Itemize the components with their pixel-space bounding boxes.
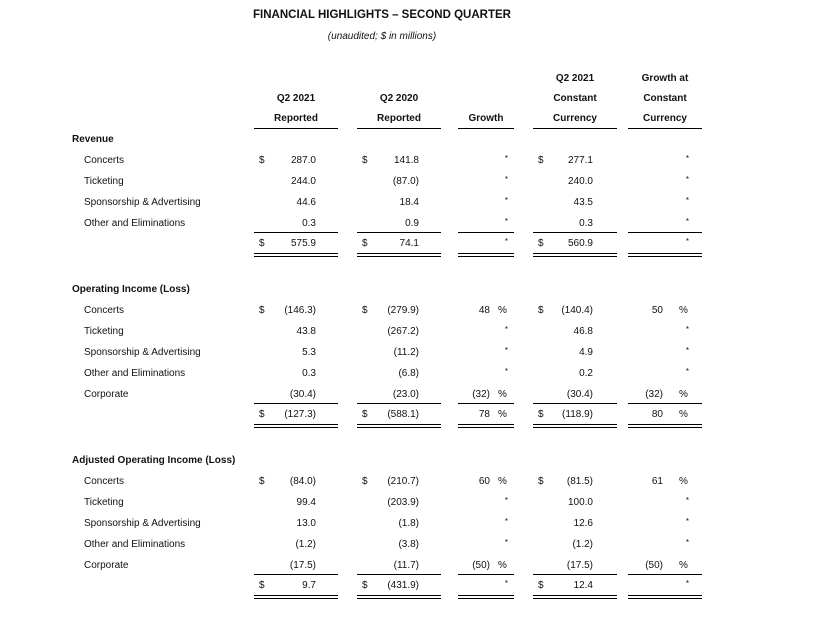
total-double-line-bottom <box>458 598 514 599</box>
currency-symbol: $ <box>259 155 265 166</box>
table-cell: 0.2 <box>579 368 593 379</box>
subtotal-line <box>533 574 617 575</box>
total-double-line-top <box>357 424 441 425</box>
table-cell: (11.7) <box>393 560 419 571</box>
table-cell: 141.8 <box>393 155 419 166</box>
row-label: Concerts <box>84 305 125 316</box>
total-double-line-bottom <box>458 427 514 428</box>
header-underline <box>628 128 702 129</box>
table-cell: 43.5 <box>573 197 593 208</box>
total-double-line-top <box>458 253 514 254</box>
header-underline <box>254 128 338 129</box>
subtotal-line <box>628 574 702 575</box>
table-cell: 0.3 <box>579 218 593 229</box>
table-cell: 78 <box>478 409 490 420</box>
table-cell: (32) <box>645 389 663 400</box>
column-header-line2: Q2 2021 <box>276 93 316 104</box>
table-cell: 287.0 <box>290 155 316 166</box>
subtotal-line <box>628 232 702 233</box>
table-cell: 46.8 <box>573 326 593 337</box>
total-double-line-bottom <box>357 598 441 599</box>
table-cell: (1.2) <box>295 539 316 550</box>
subtotal-line <box>458 403 514 404</box>
not-meaningful-marker: * <box>685 579 689 588</box>
total-double-line-bottom <box>533 256 617 257</box>
table-cell: 4.9 <box>579 347 593 358</box>
not-meaningful-marker: * <box>504 217 508 226</box>
column-header-line3: Currency <box>643 113 687 124</box>
column-header-line3: Reported <box>274 113 318 124</box>
page-title: FINANCIAL HIGHLIGHTS – SECOND QUARTER <box>253 9 511 21</box>
subtotal-line <box>254 403 338 404</box>
table-cell: 100.0 <box>567 497 593 508</box>
percent-sign: % <box>679 389 688 400</box>
table-cell: (30.4) <box>289 389 316 400</box>
total-double-line-bottom <box>357 427 441 428</box>
section-title: Adjusted Operating Income (Loss) <box>72 455 236 466</box>
subtotal-line <box>458 574 514 575</box>
not-meaningful-marker: * <box>685 217 689 226</box>
table-cell: 50 <box>651 305 663 316</box>
percent-sign: % <box>498 305 507 316</box>
currency-symbol: $ <box>259 305 265 316</box>
column-header-line2: Q2 2020 <box>379 93 419 104</box>
not-meaningful-marker: * <box>685 367 689 376</box>
table-cell: (588.1) <box>387 409 419 420</box>
table-cell: (84.0) <box>289 476 316 487</box>
table-cell: 99.4 <box>296 497 316 508</box>
currency-symbol: $ <box>259 238 265 249</box>
table-cell: 5.3 <box>302 347 316 358</box>
table-cell: (146.3) <box>284 305 316 316</box>
total-double-line-bottom <box>533 427 617 428</box>
table-cell: (1.2) <box>572 539 593 550</box>
table-cell: (1.8) <box>398 518 419 529</box>
table-cell: (87.0) <box>392 176 419 187</box>
table-cell: (17.5) <box>566 560 593 571</box>
column-header-line1: Q2 2021 <box>555 73 595 84</box>
not-meaningful-marker: * <box>504 517 508 526</box>
header-underline <box>533 128 617 129</box>
table-cell: (50) <box>472 560 490 571</box>
row-label: Sponsorship & Advertising <box>84 518 201 529</box>
currency-symbol: $ <box>362 476 368 487</box>
row-label: Corporate <box>84 560 129 571</box>
total-double-line-top <box>628 424 702 425</box>
table-cell: (17.5) <box>289 560 316 571</box>
table-cell: 80 <box>651 409 663 420</box>
row-label: Sponsorship & Advertising <box>84 347 201 358</box>
table-cell: 244.0 <box>290 176 316 187</box>
subtotal-line <box>533 232 617 233</box>
table-cell: 277.1 <box>567 155 593 166</box>
currency-symbol: $ <box>538 409 544 420</box>
table-cell: (32) <box>472 389 490 400</box>
not-meaningful-marker: * <box>504 538 508 547</box>
subtotal-line <box>357 232 441 233</box>
currency-symbol: $ <box>538 476 544 487</box>
table-cell: 9.7 <box>302 580 316 591</box>
column-header-line2: Constant <box>643 93 687 104</box>
total-double-line-bottom <box>628 427 702 428</box>
not-meaningful-marker: * <box>504 237 508 246</box>
total-double-line-bottom <box>357 256 441 257</box>
table-cell: (210.7) <box>387 476 419 487</box>
table-cell: 74.1 <box>399 238 419 249</box>
table-cell: (267.2) <box>387 326 419 337</box>
total-double-line-top <box>458 595 514 596</box>
table-cell: 61 <box>651 476 663 487</box>
total-double-line-top <box>254 595 338 596</box>
table-cell: (81.5) <box>566 476 593 487</box>
not-meaningful-marker: * <box>504 325 508 334</box>
not-meaningful-marker: * <box>685 237 689 246</box>
table-cell: 0.3 <box>302 218 316 229</box>
percent-sign: % <box>498 476 507 487</box>
row-label: Other and Eliminations <box>84 368 186 379</box>
table-cell: (431.9) <box>387 580 419 591</box>
not-meaningful-marker: * <box>685 325 689 334</box>
currency-symbol: $ <box>259 409 265 420</box>
table-cell: (203.9) <box>387 497 419 508</box>
header-underline <box>458 128 514 129</box>
table-cell: (279.9) <box>387 305 419 316</box>
total-double-line-bottom <box>533 598 617 599</box>
table-cell: 240.0 <box>567 176 593 187</box>
total-double-line-top <box>357 595 441 596</box>
currency-symbol: $ <box>259 580 265 591</box>
not-meaningful-marker: * <box>504 346 508 355</box>
not-meaningful-marker: * <box>685 346 689 355</box>
currency-symbol: $ <box>362 155 368 166</box>
currency-symbol: $ <box>362 305 368 316</box>
total-double-line-top <box>533 595 617 596</box>
table-cell: 12.4 <box>573 580 593 591</box>
currency-symbol: $ <box>362 580 368 591</box>
total-double-line-top <box>628 253 702 254</box>
percent-sign: % <box>498 560 507 571</box>
subtotal-line <box>533 403 617 404</box>
subtotal-line <box>458 232 514 233</box>
not-meaningful-marker: * <box>685 496 689 505</box>
section-title: Revenue <box>72 134 114 145</box>
total-double-line-top <box>254 424 338 425</box>
total-double-line-bottom <box>628 256 702 257</box>
percent-sign: % <box>679 476 688 487</box>
table-cell: (127.3) <box>284 409 316 420</box>
row-label: Sponsorship & Advertising <box>84 197 201 208</box>
column-header-line2: Constant <box>553 93 597 104</box>
not-meaningful-marker: * <box>504 154 508 163</box>
table-cell: (30.4) <box>566 389 593 400</box>
section-title: Operating Income (Loss) <box>72 284 190 295</box>
table-cell: (118.9) <box>562 409 593 420</box>
table-cell: (3.8) <box>398 539 419 550</box>
row-label: Ticketing <box>84 497 124 508</box>
row-label: Concerts <box>84 155 125 166</box>
row-label: Ticketing <box>84 176 124 187</box>
total-double-line-bottom <box>628 598 702 599</box>
table-cell: 560.9 <box>567 238 593 249</box>
row-label: Other and Eliminations <box>84 539 186 550</box>
total-double-line-top <box>357 253 441 254</box>
currency-symbol: $ <box>538 580 544 591</box>
subtotal-line <box>254 232 338 233</box>
not-meaningful-marker: * <box>504 367 508 376</box>
percent-sign: % <box>498 409 507 420</box>
column-header-line3: Reported <box>377 113 421 124</box>
table-cell: 60 <box>478 476 490 487</box>
table-cell: 0.9 <box>405 218 419 229</box>
percent-sign: % <box>679 560 688 571</box>
column-header-line3: Currency <box>553 113 597 124</box>
not-meaningful-marker: * <box>504 175 508 184</box>
table-cell: 12.6 <box>573 518 593 529</box>
page-subtitle: (unaudited; $ in millions) <box>327 31 437 42</box>
total-double-line-bottom <box>254 256 338 257</box>
row-label: Other and Eliminations <box>84 218 186 229</box>
not-meaningful-marker: * <box>685 154 689 163</box>
table-cell: (50) <box>645 560 663 571</box>
subtotal-line <box>357 574 441 575</box>
table-cell: (140.4) <box>561 305 593 316</box>
total-double-line-bottom <box>254 598 338 599</box>
not-meaningful-marker: * <box>685 196 689 205</box>
row-label: Concerts <box>84 476 125 487</box>
total-double-line-bottom <box>458 256 514 257</box>
currency-symbol: $ <box>259 476 265 487</box>
table-cell: 18.4 <box>399 197 419 208</box>
total-double-line-top <box>628 595 702 596</box>
total-double-line-top <box>254 253 338 254</box>
currency-symbol: $ <box>538 238 544 249</box>
table-cell: 13.0 <box>296 518 316 529</box>
not-meaningful-marker: * <box>685 517 689 526</box>
table-cell: 43.8 <box>296 326 316 337</box>
row-label: Corporate <box>84 389 129 400</box>
not-meaningful-marker: * <box>504 496 508 505</box>
percent-sign: % <box>679 305 688 316</box>
currency-symbol: $ <box>538 305 544 316</box>
table-cell: 44.6 <box>296 197 316 208</box>
table-cell: 575.9 <box>290 238 316 249</box>
currency-symbol: $ <box>362 238 368 249</box>
table-cell: (23.0) <box>392 389 419 400</box>
table-cell: (11.2) <box>393 347 419 358</box>
not-meaningful-marker: * <box>504 579 508 588</box>
table-cell: 0.3 <box>302 368 316 379</box>
currency-symbol: $ <box>362 409 368 420</box>
column-header-line3: Growth <box>468 113 504 124</box>
subtotal-line <box>628 403 702 404</box>
total-double-line-top <box>458 424 514 425</box>
not-meaningful-marker: * <box>685 538 689 547</box>
subtotal-line <box>254 574 338 575</box>
total-double-line-top <box>533 253 617 254</box>
table-cell: 48 <box>478 305 490 316</box>
row-label: Ticketing <box>84 326 124 337</box>
not-meaningful-marker: * <box>685 175 689 184</box>
column-header-line1: Growth at <box>641 73 689 84</box>
subtotal-line <box>357 403 441 404</box>
total-double-line-bottom <box>254 427 338 428</box>
table-cell: (6.8) <box>398 368 419 379</box>
percent-sign: % <box>498 389 507 400</box>
not-meaningful-marker: * <box>504 196 508 205</box>
total-double-line-top <box>533 424 617 425</box>
currency-symbol: $ <box>538 155 544 166</box>
percent-sign: % <box>679 409 688 420</box>
header-underline <box>357 128 441 129</box>
